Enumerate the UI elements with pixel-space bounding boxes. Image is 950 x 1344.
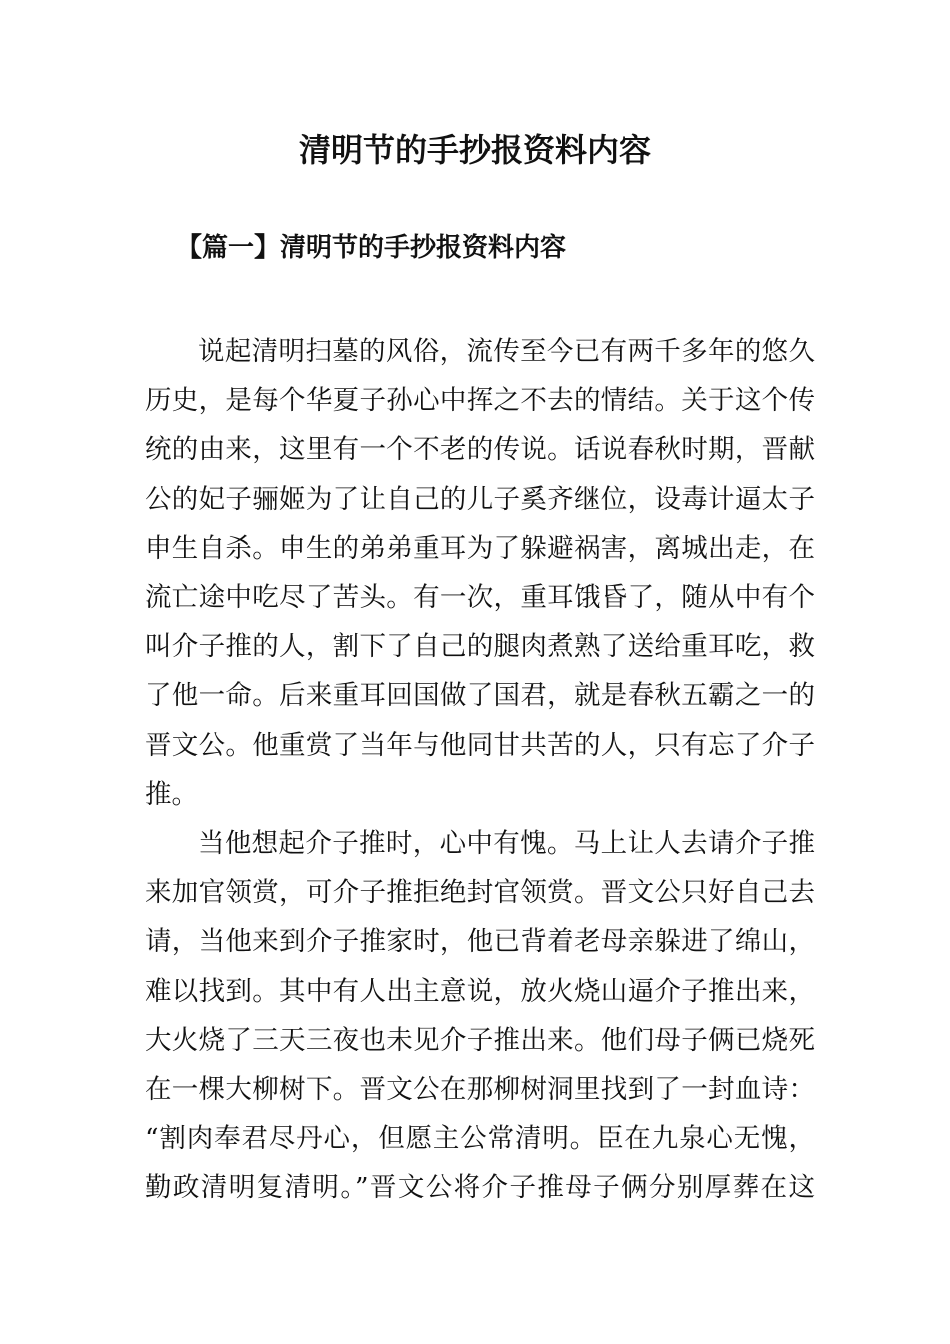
text-line: 当他想起介子推时，心中有愧。马上让人去请介子推 bbox=[198, 828, 815, 860]
text-line: 请，当他来到介子推家时，他已背着老母亲躲进了绵山， bbox=[145, 926, 815, 958]
text-line: “割肉奉君尽丹心，但愿主公常清明。臣在九泉心无愧， bbox=[145, 1123, 815, 1155]
text-line: 勤政清明复清明。”晋文公将介子推母子俩分别厚葬在这 bbox=[145, 1172, 815, 1204]
text-line: 历史，是每个华夏子孙心中挥之不去的情结。关于这个传 bbox=[145, 385, 815, 417]
text-line: 晋文公。他重赏了当年与他同甘共苦的人，只有忘了介子 bbox=[145, 729, 815, 761]
text-line: 公的妃子骊姬为了让自己的儿子奚齐继位，设毒计逼太子 bbox=[145, 483, 815, 515]
text-line: 难以找到。其中有人出主意说，放火烧山逼介子推出来， bbox=[145, 975, 815, 1007]
text-line: 推。 bbox=[145, 778, 198, 810]
text-line: 来加官领赏，可介子推拒绝封官领赏。晋文公只好自己去 bbox=[145, 877, 815, 909]
text-line: 申生自杀。申生的弟弟重耳为了躲避祸害，离城出走，在 bbox=[145, 532, 815, 564]
text-line: 了他一命。后来重耳回国做了国君，就是春秋五霸之一的 bbox=[145, 680, 815, 712]
text-line: 大火烧了三天三夜也未见介子推出来。他们母子俩已烧死 bbox=[145, 1024, 815, 1056]
text-line: 在一棵大柳树下。晋文公在那柳树洞里找到了一封血诗： bbox=[145, 1074, 815, 1106]
section-heading: 【篇一】清明节的手抄报资料内容 bbox=[176, 233, 567, 263]
document-title: 清明节的手抄报资料内容 bbox=[298, 131, 651, 169]
text-line: 叫介子推的人，割下了自己的腿肉煮熟了送给重耳吃，救 bbox=[145, 631, 815, 663]
text-line: 统的由来，这里有一个不老的传说。话说春秋时期，晋献 bbox=[145, 434, 815, 466]
paragraph bbox=[145, 819, 815, 1213]
document-body bbox=[145, 327, 815, 1213]
text-line: 说起清明扫墓的风俗，流传至今已有两千多年的悠久 bbox=[198, 336, 815, 367]
text-line: 流亡途中吃尽了苦头。有一次，重耳饿昏了，随从中有个 bbox=[145, 582, 815, 614]
paragraph bbox=[145, 327, 815, 819]
